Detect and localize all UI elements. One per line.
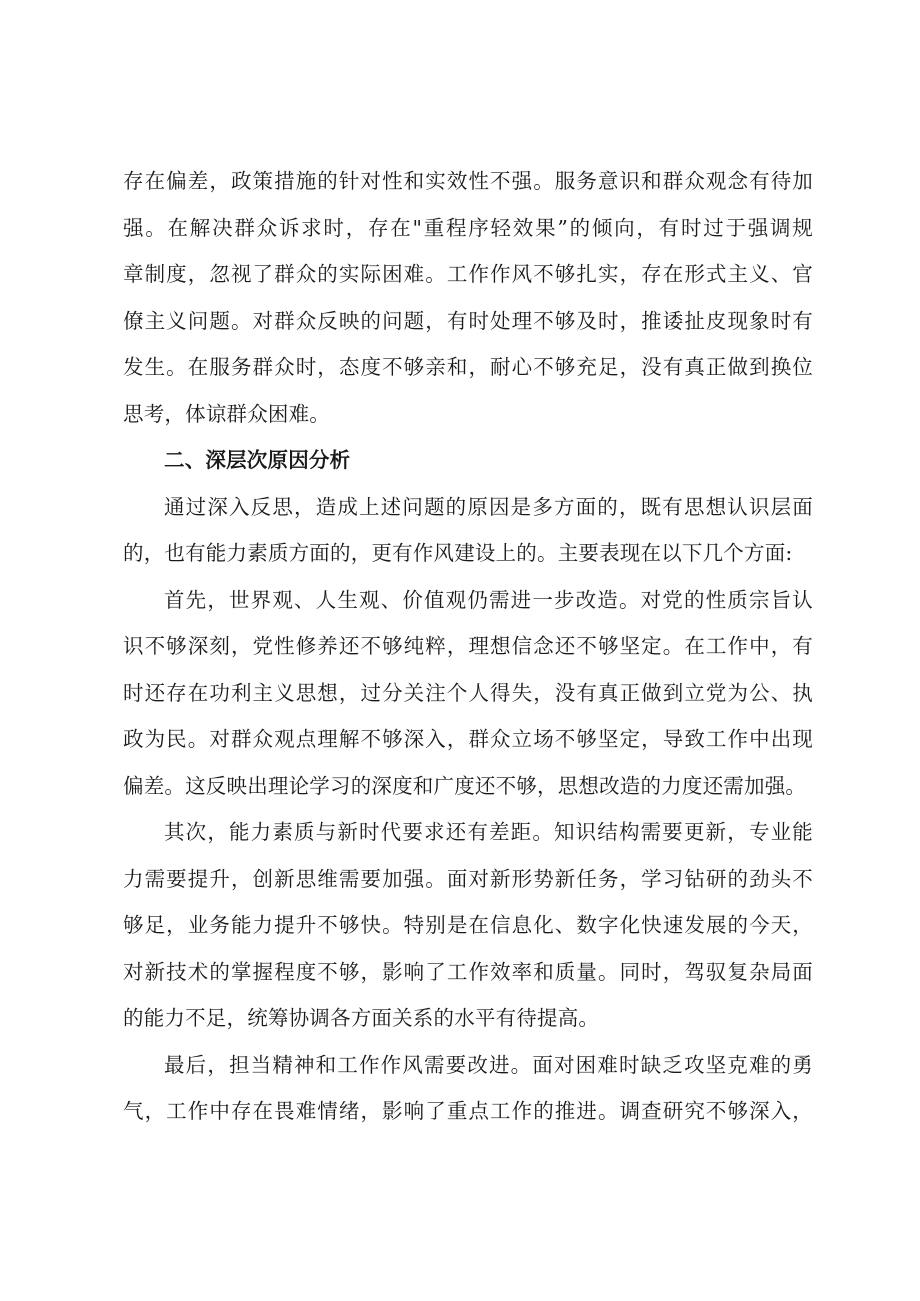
text-line: 强。在解决群众诉求时，存在"重程序轻效果”的倾向，有时过于强调规	[123, 215, 813, 240]
section-heading: 二、深层次原因分析	[164, 448, 351, 472]
text-line: 政为民。对群众观点理解不够深入，群众立场不够坚定，导致工作中出现	[123, 727, 813, 751]
text-line: 对新技术的掌握程度不够，影响了工作效率和质量。同时，驾驭复杂局面	[123, 959, 813, 984]
paragraph-continuation	[123, 158, 813, 437]
text-line: 僚主义问题。对群众反映的问题，有时处理不够及时，推诿扯皮现象时有	[123, 308, 813, 333]
text-line: 发生。在服务群众时，态度不够亲和，耐心不够充足，没有真正做到换位	[123, 355, 813, 379]
text-line: 的，也有能力素质方面的，更有作风建设上的。主要表现在以下几个方面:	[123, 541, 793, 565]
text-line: 存在偏差，政策措施的针对性和实效性不强。服务意识和群众观念有待加	[123, 169, 813, 193]
text-line: 偏差。这反映出理论学习的深度和广度还不够，思想改造的力度还需加强。	[123, 773, 807, 798]
paragraph-third	[123, 1042, 813, 1135]
text-line: 章制度，忽视了群众的实际困难。工作作风不够扎实，存在形式主义、官	[123, 262, 813, 286]
text-line: 时还存在功利主义思想，过分关注个人得失，没有真正做到立党为公、执	[123, 680, 813, 705]
document-body	[123, 158, 813, 1135]
paragraph-first	[123, 577, 813, 810]
text-line: 的能力不足，统筹协调各方面关系的水平有待提高。	[123, 1006, 600, 1030]
text-line: 最后，担当精神和工作作风需要改进。面对困难时缺乏攻坚克难的勇	[164, 1052, 813, 1077]
text-line: 其次，能力素质与新时代要求还有差距。知识结构需要更新，专业能	[164, 820, 813, 844]
paragraph-second	[123, 809, 813, 1042]
text-line: 通过深入反思，造成上述问题的原因是多方面的，既有思想认识层面	[164, 494, 813, 519]
text-line: 气，工作中存在畏难情绪，影响了重点工作的推进。调查研究不够深入，	[123, 1099, 813, 1123]
text-line: 力需要提升，创新思维需要加强。面对新形势新任务，学习钻研的劲头不	[123, 866, 813, 891]
text-line: 识不够深刻，党性修养还不够纯粹，理想信念还不够坚定。在工作中，有	[123, 634, 813, 658]
text-line: 够足，业务能力提升不够快。特别是在信息化、数字化快速发展的今天，	[123, 913, 813, 937]
text-line: 思考，体谅群众困难。	[123, 401, 330, 426]
text-line: 首先，世界观、人生观、价值观仍需进一步改造。对党的性质宗旨认	[164, 587, 813, 612]
paragraph-intro	[123, 484, 813, 577]
